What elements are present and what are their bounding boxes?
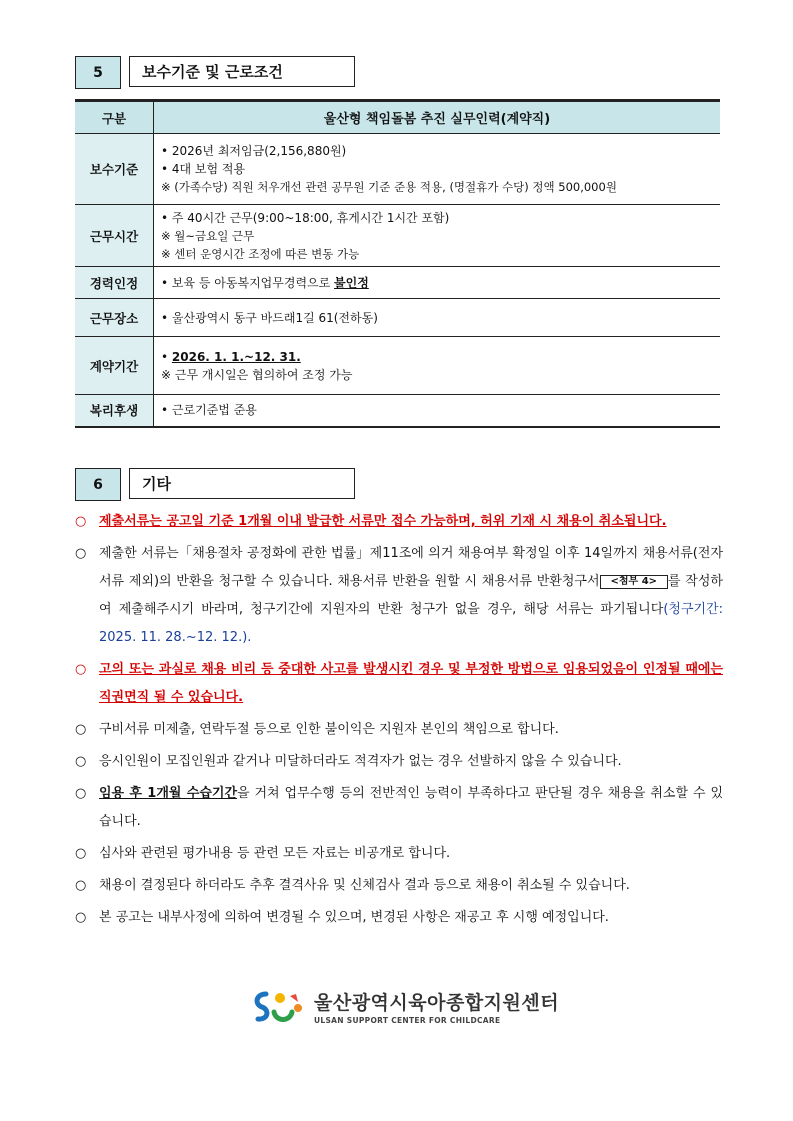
row-note: ※ (가족수당) 직원 처우개선 관련 공무원 기준 준용 적용, (명절휴가 수당) 정액 500,000원 xyxy=(161,180,617,194)
logo-mark-icon xyxy=(252,986,308,1026)
circle-marker: ○ xyxy=(75,786,87,801)
section-title: 보수기준 및 근로조건 xyxy=(129,56,355,87)
notice-text: 제출서류는 공고일 기준 1개월 이내 발급한 서류만 접수 가능하며, 허위 기재 시 채용이 취소됩니다. xyxy=(99,514,667,529)
row-content xyxy=(154,337,721,395)
notice-text xyxy=(99,780,723,836)
notice-text: 응시인원이 모집인원과 같거나 미달하더라도 적격자가 없는 경우 선발하지 않을 수 있습니다. xyxy=(99,754,622,769)
organization-logo xyxy=(252,986,559,1026)
row-note: ※ 근무 개시일은 협의하여 조정 가능 xyxy=(161,367,353,382)
emphasis-text: 임용 후 1개월 수습기간 xyxy=(99,786,238,801)
row-line: • 보육 등 아동복지업무경력으로 xyxy=(161,275,335,290)
circle-marker: ○ xyxy=(75,546,87,561)
row-label: 근무장소 xyxy=(75,299,154,337)
emphasis-text: 2026. 1. 1.~12. 31. xyxy=(171,349,301,364)
row-label: 복리후생 xyxy=(75,395,154,427)
row-line: • 2026년 최저임금(2,156,880원) xyxy=(161,144,347,158)
notice-text xyxy=(99,540,723,652)
list-item xyxy=(75,656,723,712)
row-label: 계약기간 xyxy=(75,337,154,395)
circle-marker: ○ xyxy=(75,662,87,677)
circle-marker: ○ xyxy=(75,754,87,769)
table-row xyxy=(75,337,720,395)
row-label: 보수기준 xyxy=(75,134,154,205)
list-item xyxy=(75,508,723,536)
bullet: • xyxy=(161,349,172,364)
table-row xyxy=(75,267,720,299)
section-5-header xyxy=(75,56,355,89)
list-item xyxy=(75,780,723,836)
notice-list xyxy=(75,508,723,936)
notice-text-part: 를 작성하여 제출해주시기 바라며, 청구기간에 지원자의 반환 청구가 없을 경우, 해당 서류는 파기됩니다 xyxy=(99,574,723,617)
section-number: 5 xyxy=(75,56,121,89)
table-row xyxy=(75,134,720,205)
notice-text: 구비서류 미제출, 연락두절 등으로 인한 불이익은 지원자 본인의 책임으로 합니다. xyxy=(99,722,559,737)
notice-text: 채용이 결정된다 하더라도 추후 결격사유 및 신체검사 결과 등으로 채용이 취소될 수 있습니다. xyxy=(99,878,630,893)
organization-name: 울산광역시육아종합지원센터 xyxy=(314,991,560,1014)
list-item xyxy=(75,872,723,900)
list-item xyxy=(75,716,723,744)
row-content xyxy=(154,267,721,299)
section-number: 6 xyxy=(75,468,121,501)
organization-name-english: ULSAN SUPPORT CENTER FOR CHILDCARE xyxy=(314,1015,501,1025)
section-6-header xyxy=(75,468,355,501)
working-conditions-table xyxy=(75,99,720,428)
notice-text: 고의 또는 과실로 채용 비리 등 중대한 사고를 발생시킨 경우 및 부정한 방법으로 임용되었음이 인정될 때에는 직권면직 될 수 있습니다. xyxy=(99,662,723,705)
circle-marker: ○ xyxy=(75,514,87,529)
table-row xyxy=(75,205,720,267)
list-item xyxy=(75,904,723,932)
row-note: ※ 월~금요일 근무 xyxy=(161,228,255,243)
row-line: • 주 40시간 근무(9:00~18:00, 휴게시간 1시간 포함) xyxy=(161,210,450,225)
column-header-category: 구분 xyxy=(75,101,154,134)
list-item xyxy=(75,540,723,652)
table-row xyxy=(75,395,720,427)
attachment-reference: <첨부 4> xyxy=(600,575,669,589)
circle-marker: ○ xyxy=(75,846,87,861)
notice-text-part: 을 거쳐 업무수행 등의 전반적인 능력이 부족하다고 판단될 경우 채용을 취소할 수 있습니다. xyxy=(99,786,724,829)
row-note: ※ 센터 운영시간 조정에 따른 변동 가능 xyxy=(161,246,360,261)
claim-period: (청구기간: 2025. 11. 28.~12. 12.). xyxy=(99,602,723,645)
notice-text: 심사와 관련된 평가내용 등 관련 모든 자료는 비공개로 합니다. xyxy=(99,846,451,861)
table-row xyxy=(75,299,720,337)
circle-marker: ○ xyxy=(75,910,87,925)
row-content xyxy=(154,205,721,267)
row-content: • 근로기준법 준용 xyxy=(154,395,721,427)
row-content: • 울산광역시 동구 바드래1길 61(전하동) xyxy=(154,299,721,337)
section-title: 기타 xyxy=(129,468,355,499)
emphasis-text: 불인정 xyxy=(334,275,369,290)
row-label: 근무시간 xyxy=(75,205,154,267)
column-header-position: 울산형 책임돌봄 추진 실무인력(계약직) xyxy=(154,101,721,134)
list-item xyxy=(75,840,723,868)
list-item xyxy=(75,748,723,776)
notice-text: 본 공고는 내부사정에 의하여 변경될 수 있으며, 변경된 사항은 재공고 후 시행 예정입니다. xyxy=(99,910,609,925)
circle-marker: ○ xyxy=(75,878,87,893)
notice-text-part: 제출한 서류는「채용절차 공정화에 관한 법률」제11조에 의거 채용여부 확정일 이후 14일까지 채용서류(전자서류 제외)의 반환을 청구할 수 있습니다. 채용서류 반환을 원할 시 채용서류 반환청구서 xyxy=(99,546,723,589)
circle-marker: ○ xyxy=(75,722,87,737)
row-content xyxy=(154,134,721,205)
row-label: 경력인정 xyxy=(75,267,154,299)
table-header-row xyxy=(75,101,720,134)
row-line: • 4대 보험 적용 xyxy=(161,162,246,176)
